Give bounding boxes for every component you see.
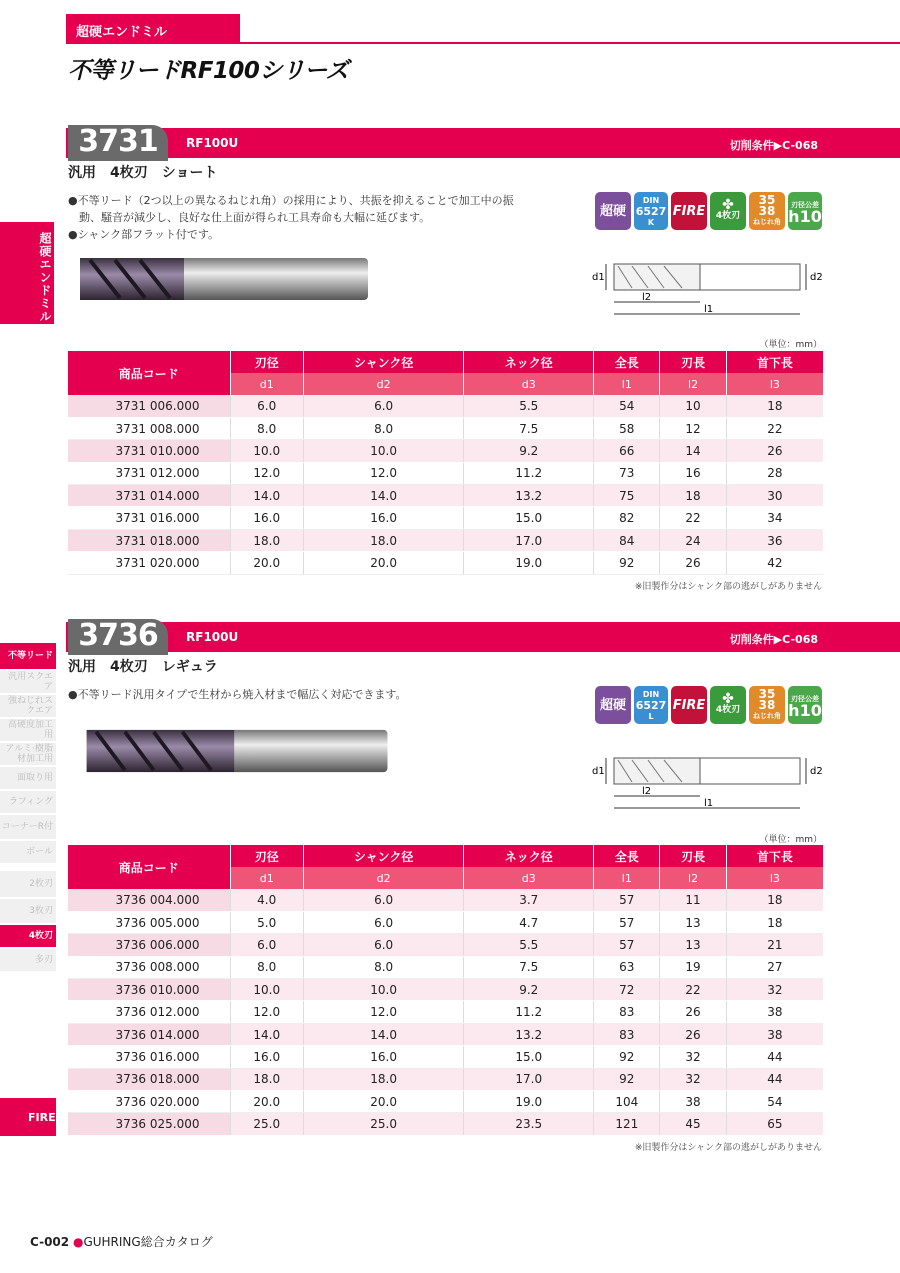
table-cell: 6.0	[303, 889, 463, 911]
table-cell: 8.0	[230, 956, 303, 978]
table-cell: 45	[660, 1113, 726, 1135]
product-code-cell: 3736 012.000	[68, 1001, 230, 1023]
tolerance-badge	[788, 686, 822, 724]
flutes-badge	[710, 686, 746, 724]
table-cell: 65	[726, 1113, 823, 1135]
table-cell: 82	[594, 507, 660, 529]
tolerance-value: h10	[788, 701, 822, 720]
table-cell: 14	[660, 440, 726, 462]
symbol-header: l1	[594, 867, 660, 889]
sidebar-item[interactable]: 面取り用	[0, 767, 56, 789]
table-cell: 26	[660, 552, 726, 574]
table-cell: 84	[594, 529, 660, 551]
footer	[30, 1233, 213, 1250]
table-cell: 42	[726, 552, 823, 574]
table-cell: 16	[660, 462, 726, 484]
product-code-cell: 3736 005.000	[68, 911, 230, 933]
table-cell: 9.2	[464, 979, 594, 1001]
symbol-header: d3	[464, 373, 594, 395]
category-tab: 超硬エンドミル	[66, 14, 240, 44]
table-row	[68, 417, 823, 439]
table-cell: 18.0	[303, 529, 463, 551]
table-cell: 12.0	[230, 462, 303, 484]
table-cell: 18.0	[303, 1068, 463, 1090]
table-cell: 12.0	[230, 1001, 303, 1023]
sidebar-item[interactable]: アルミ·樹脂材加工用	[0, 743, 56, 765]
product-code-cell: 3736 008.000	[68, 956, 230, 978]
table-cell: 5.0	[230, 911, 303, 933]
table-cell: 36	[726, 529, 823, 551]
table-cell: 121	[594, 1113, 660, 1135]
product-code-cell: 3731 016.000	[68, 507, 230, 529]
table-row	[68, 507, 823, 529]
section-number: 3731	[68, 125, 168, 161]
symbol-header: l3	[726, 373, 823, 395]
section-subtitle: 汎用 4枚刃 ショート	[68, 165, 218, 181]
table-cell: 6.0	[303, 934, 463, 956]
table-cell: 19	[660, 956, 726, 978]
column-header: 刃長	[660, 845, 726, 867]
symbol-header: d3	[464, 867, 594, 889]
dimension-diagram-regular	[592, 750, 832, 820]
table-cell: 6.0	[230, 395, 303, 417]
table-cell: 28	[726, 462, 823, 484]
endmill-image-short	[80, 256, 370, 302]
l1-label: l1	[704, 304, 714, 315]
table-cell: 20.0	[303, 552, 463, 574]
symbol-header: l2	[660, 867, 726, 889]
din-badge	[634, 686, 668, 724]
table-cell: 66	[594, 440, 660, 462]
product-code-cell: 3736 006.000	[68, 934, 230, 956]
symbol-header: d2	[303, 867, 463, 889]
column-header: 刃径	[230, 351, 303, 373]
table-cell: 44	[726, 1046, 823, 1068]
table-cell: 16.0	[230, 1046, 303, 1068]
sidebar-item[interactable]: 4枚刃	[0, 925, 56, 947]
table-cell: 20.0	[230, 552, 303, 574]
symbol-header: d1	[230, 867, 303, 889]
helix-values: 35 38	[758, 192, 776, 218]
table-cell: 57	[594, 911, 660, 933]
table-cell: 44	[726, 1068, 823, 1090]
symbol-header: d1	[230, 373, 303, 395]
din-suffix: L	[648, 711, 654, 721]
column-header: シャンク径	[303, 351, 463, 373]
symbol-header: l3	[726, 867, 823, 889]
table-cell: 58	[594, 417, 660, 439]
column-header: シャンク径	[303, 845, 463, 867]
table-cell: 18	[726, 889, 823, 911]
table-cell: 16.0	[230, 507, 303, 529]
table-cell: 63	[594, 956, 660, 978]
dimension-diagram-short	[592, 256, 832, 326]
table-cell: 73	[594, 462, 660, 484]
table-cell: 25.0	[230, 1113, 303, 1135]
table-cell: 25.0	[303, 1113, 463, 1135]
table-cell: 54	[594, 395, 660, 417]
table-cell: 75	[594, 485, 660, 507]
table-cell: 18	[660, 485, 726, 507]
column-header: ネック径	[464, 351, 594, 373]
table-cell: 32	[660, 1046, 726, 1068]
table-cell: 38	[726, 1023, 823, 1045]
din-badge	[634, 192, 668, 230]
table-cell: 32	[660, 1068, 726, 1090]
column-header: 刃径	[230, 845, 303, 867]
sidebar-item[interactable]: ボール	[0, 841, 56, 863]
table-cell: 34	[726, 507, 823, 529]
table-cell: 8.0	[303, 956, 463, 978]
table-cell: 5.5	[464, 934, 594, 956]
helix-badge	[749, 686, 785, 724]
din-number: 6527	[635, 698, 667, 712]
sidebar-item[interactable]: 多刃	[0, 949, 56, 971]
table-cell: 20.0	[230, 1091, 303, 1113]
footnote: ※旧製作分はシャンク部の逃がしがありません	[634, 1143, 822, 1153]
din-label: DIN	[642, 195, 660, 205]
table-cell: 83	[594, 1001, 660, 1023]
table-cell: 22	[660, 507, 726, 529]
table-cell: 14.0	[230, 1023, 303, 1045]
tolerance-value: h10	[788, 207, 822, 226]
sidebar-item[interactable]: 不等リード	[0, 643, 56, 669]
tolerance-badge	[788, 192, 822, 230]
product-code-cell: 3731 006.000	[68, 395, 230, 417]
product-code-cell: 3731 010.000	[68, 440, 230, 462]
table-cell: 57	[594, 934, 660, 956]
feature-list	[68, 686, 558, 703]
table-cell: 13	[660, 934, 726, 956]
page-title: 不等リードRF100シリーズ	[68, 58, 349, 84]
din-label: DIN	[642, 689, 660, 699]
table-cell: 17.0	[464, 529, 594, 551]
din-number: 6527	[635, 204, 667, 218]
table-cell: 6.0	[303, 395, 463, 417]
table-row	[68, 1046, 823, 1068]
flutes-badge	[710, 192, 746, 230]
unit-label: （単位：mm）	[759, 835, 822, 845]
spec-badges	[595, 192, 822, 230]
table-cell: 18.0	[230, 1068, 303, 1090]
product-code-cell: 3736 018.000	[68, 1068, 230, 1090]
table-cell: 30	[726, 485, 823, 507]
table-cell: 18.0	[230, 529, 303, 551]
table-cell: 26	[660, 1001, 726, 1023]
product-code-cell: 3736 014.000	[68, 1023, 230, 1045]
table-cell: 92	[594, 1068, 660, 1090]
table-cell: 16.0	[303, 1046, 463, 1068]
table-cell: 24	[660, 529, 726, 551]
table-cell: 11.2	[464, 1001, 594, 1023]
catalog-name: GUHRING総合カタログ	[83, 1235, 213, 1249]
table-cell: 38	[660, 1091, 726, 1113]
helix-label: ねじれ角	[753, 711, 781, 720]
table-cell: 18	[726, 911, 823, 933]
table-row	[68, 979, 823, 1001]
feature-line: ●不等リード汎用タイプで生材から焼入材まで幅広く対応できます。	[68, 688, 407, 701]
table-cell: 18	[726, 395, 823, 417]
table-row	[68, 440, 823, 462]
table-row	[68, 889, 823, 911]
carbide-badge: 超硬	[595, 686, 631, 724]
table-cell: 104	[594, 1091, 660, 1113]
table-row	[68, 395, 823, 417]
table-cell: 83	[594, 1023, 660, 1045]
table-row	[68, 1091, 823, 1113]
table-cell: 26	[660, 1023, 726, 1045]
code-header: 商品コード	[68, 351, 230, 395]
header-rule	[240, 42, 900, 44]
fire-coating-badge: FIRE	[671, 192, 707, 230]
side-category-tab[interactable]: 超硬エンドミル	[0, 222, 54, 324]
table-cell: 4.7	[464, 911, 594, 933]
table-cell: 72	[594, 979, 660, 1001]
product-code-cell: 3731 018.000	[68, 529, 230, 551]
table-cell: 26	[726, 440, 823, 462]
feature-line: 動、騒音が減少し、良好な仕上面が得られ工具寿命も大幅に延びます。	[68, 211, 431, 224]
table-cell: 9.2	[464, 440, 594, 462]
d2-label: d2	[810, 272, 823, 283]
sidebar-item[interactable]: コーナーR付	[0, 815, 56, 839]
product-code-cell: 3736 020.000	[68, 1091, 230, 1113]
table-cell: 10.0	[303, 979, 463, 1001]
table-cell: 5.5	[464, 395, 594, 417]
product-code-cell: 3736 016.000	[68, 1046, 230, 1068]
l2-label: l2	[642, 786, 652, 797]
product-code-cell: 3731 008.000	[68, 417, 230, 439]
table-row	[68, 485, 823, 507]
symbol-header: d2	[303, 373, 463, 395]
spec-badges	[595, 686, 822, 724]
section-number: 3736	[68, 619, 168, 655]
table-cell: 7.5	[464, 417, 594, 439]
table-cell: 92	[594, 1046, 660, 1068]
table-cell: 8.0	[303, 417, 463, 439]
column-header: 首下長	[726, 351, 823, 373]
column-header: 首下長	[726, 845, 823, 867]
cutting-conditions-link[interactable]: 切削条件▶C-068	[729, 139, 818, 152]
table-cell: 21	[726, 934, 823, 956]
d1-label: d1	[592, 766, 605, 777]
din-suffix: K	[647, 217, 655, 227]
sidebar-item[interactable]: 3枚刃	[0, 899, 56, 923]
fire-coating-badge: FIRE	[671, 686, 707, 724]
table-cell: 27	[726, 956, 823, 978]
table-row	[68, 529, 823, 551]
column-header: 全長	[594, 351, 660, 373]
table-cell: 8.0	[230, 417, 303, 439]
table-row	[68, 956, 823, 978]
page-number: C-002	[30, 1235, 70, 1249]
sidebar-nav	[0, 643, 56, 973]
table-cell: 10.0	[303, 440, 463, 462]
sidebar-item[interactable]: 2枚刃	[0, 871, 56, 897]
symbol-header: l2	[660, 373, 726, 395]
table-cell: 6.0	[303, 911, 463, 933]
product-code-cell: 3736 004.000	[68, 889, 230, 911]
d2-label: d2	[810, 766, 823, 777]
table-cell: 13.2	[464, 1023, 594, 1045]
table-row	[68, 552, 823, 574]
sidebar-item[interactable]: 強ねじれスクエア	[0, 695, 56, 717]
l2-label: l2	[642, 292, 652, 303]
table-cell: 12.0	[303, 462, 463, 484]
cutting-conditions-link[interactable]: 切削条件▶C-068	[729, 633, 818, 646]
footer-dot-icon: ●	[72, 1235, 84, 1249]
spec-table-3731	[68, 351, 823, 575]
table-cell: 13	[660, 911, 726, 933]
table-cell: 12.0	[303, 1001, 463, 1023]
product-code-cell: 3731 014.000	[68, 485, 230, 507]
symbol-header: l1	[594, 373, 660, 395]
unit-label: （単位：mm）	[759, 340, 822, 350]
feature-list	[68, 192, 558, 243]
table-cell: 22	[660, 979, 726, 1001]
table-row	[68, 1023, 823, 1045]
table-row	[68, 462, 823, 484]
table-row	[68, 1068, 823, 1090]
sidebar-item[interactable]: ラフィング	[0, 791, 56, 813]
column-header: 全長	[594, 845, 660, 867]
table-cell: 3.7	[464, 889, 594, 911]
table-row	[68, 934, 823, 956]
table-cell: 19.0	[464, 1091, 594, 1113]
product-code-cell: 3731 020.000	[68, 552, 230, 574]
table-cell: 12	[660, 417, 726, 439]
spec-table-3736	[68, 845, 823, 1136]
product-code-cell: 3736 010.000	[68, 979, 230, 1001]
tolerance-label: 刃径公差	[791, 695, 819, 703]
helix-label: ねじれ角	[753, 217, 781, 226]
helix-values: 35 38	[758, 686, 776, 712]
section-model: RF100U	[186, 136, 239, 150]
table-cell: 10	[660, 395, 726, 417]
table-row	[68, 1113, 823, 1135]
feature-line: ●不等リード（2つ以上の異なるねじれ角）の採用により、共振を抑えることで加工中の振	[68, 194, 514, 207]
sidebar-item[interactable]: 汎用スクエア	[0, 671, 56, 693]
flutes-label: 4枚刃	[715, 705, 741, 715]
table-cell: 23.5	[464, 1113, 594, 1135]
table-cell: 16.0	[303, 507, 463, 529]
flute-icon: ✤	[722, 691, 734, 707]
table-cell: 14.0	[303, 1023, 463, 1045]
table-cell: 54	[726, 1091, 823, 1113]
fire-tab[interactable]: FIRE	[0, 1098, 56, 1136]
sidebar-item[interactable]: 高硬度加工用	[0, 719, 56, 741]
section-model: RF100U	[186, 630, 239, 644]
table-cell: 11	[660, 889, 726, 911]
tolerance-label: 刃径公差	[791, 201, 819, 209]
flute-icon: ✤	[722, 197, 734, 213]
feature-line: ●シャンク部フラット付です。	[68, 228, 220, 241]
table-cell: 14.0	[303, 485, 463, 507]
code-header: 商品コード	[68, 845, 230, 889]
table-cell: 7.5	[464, 956, 594, 978]
l1-label: l1	[704, 798, 714, 809]
table-cell: 38	[726, 1001, 823, 1023]
table-cell: 11.2	[464, 462, 594, 484]
table-cell: 20.0	[303, 1091, 463, 1113]
table-cell: 19.0	[464, 552, 594, 574]
table-cell: 4.0	[230, 889, 303, 911]
table-cell: 14.0	[230, 485, 303, 507]
flutes-label: 4枚刃	[715, 211, 741, 221]
table-cell: 57	[594, 889, 660, 911]
endmill-image-regular	[80, 728, 396, 774]
table-cell: 6.0	[230, 934, 303, 956]
d1-label: d1	[592, 272, 605, 283]
table-row	[68, 1001, 823, 1023]
carbide-badge: 超硬	[595, 192, 631, 230]
table-cell: 15.0	[464, 507, 594, 529]
product-code-cell: 3731 012.000	[68, 462, 230, 484]
table-row	[68, 911, 823, 933]
table-cell: 92	[594, 552, 660, 574]
table-cell: 32	[726, 979, 823, 1001]
product-code-cell: 3736 025.000	[68, 1113, 230, 1135]
table-cell: 13.2	[464, 485, 594, 507]
column-header: ネック径	[464, 845, 594, 867]
footnote: ※旧製作分はシャンク部の逃がしがありません	[634, 582, 822, 592]
column-header: 刃長	[660, 351, 726, 373]
table-cell: 22	[726, 417, 823, 439]
helix-badge	[749, 192, 785, 230]
table-cell: 17.0	[464, 1068, 594, 1090]
table-cell: 10.0	[230, 440, 303, 462]
table-cell: 10.0	[230, 979, 303, 1001]
table-cell: 15.0	[464, 1046, 594, 1068]
section-subtitle: 汎用 4枚刃 レギュラ	[68, 659, 218, 675]
